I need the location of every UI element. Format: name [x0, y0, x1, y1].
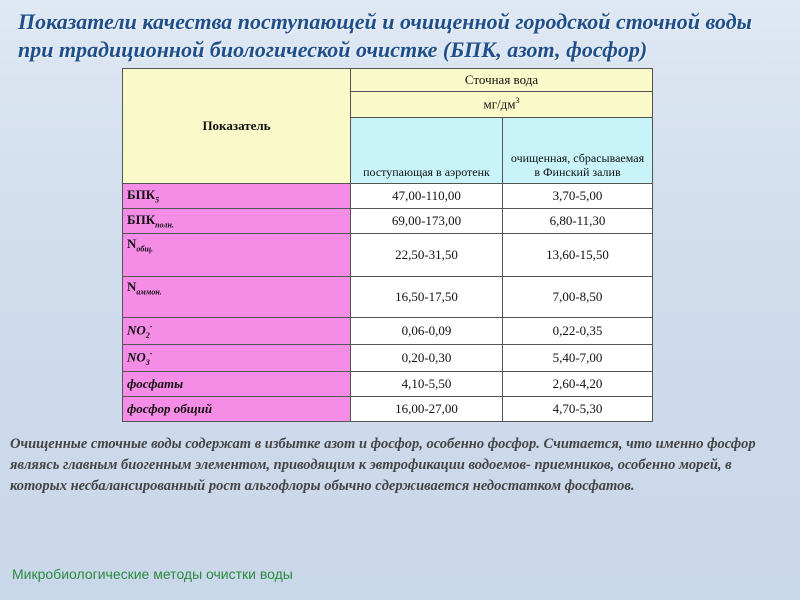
footer-caption: Микробиологические методы очистки воды [12, 566, 293, 582]
row-indicator: фосфаты [123, 372, 351, 397]
cell-incoming: 0,06-0,09 [351, 318, 503, 345]
table-row [123, 184, 653, 209]
slide-title: Показатели качества поступающей и очищенной городской сточной воды при традиционной биологической очистке (БПК, азот, фосфор) [18, 9, 752, 62]
header-units: $мг/дм^3$ [351, 92, 653, 118]
row-indicator: $БПК_5$ [123, 184, 351, 209]
row-indicator: $БПК_{полн.}$ [123, 209, 351, 234]
row-indicator: $NO_3^-$ [123, 345, 351, 372]
header-group: Сточная вода [351, 69, 653, 92]
quality-table [122, 68, 653, 422]
header-indicator: Показатель [123, 69, 351, 184]
cell-treated: 6,80-11,30 [503, 209, 653, 234]
cell-incoming: 0,20-0,30 [351, 345, 503, 372]
cell-incoming: 16,00-27,00 [351, 397, 503, 422]
cell-treated: 5,40-7,00 [503, 345, 653, 372]
cell-incoming: 47,00-110,00 [351, 184, 503, 209]
cell-incoming: 22,50-31,50 [351, 234, 503, 277]
description-paragraph: Очищенные сточные воды содержат в избытке азот и фосфор, особенно фосфор. Считается, что именно фосфор являясь главным биогенным элементом, приводящим к эвтрофикации водоемов- приемников, особенно морей, в которых несбалансированный рост альгофлоры обычно сдерживается недостатком фосфатов. [10, 436, 756, 494]
header-col-treated: очищенная, сбрасываемая в Финский залив [503, 118, 653, 184]
row-indicator: фосфор общий [123, 397, 351, 422]
table-row [123, 345, 653, 372]
table-row [123, 277, 653, 318]
cell-treated: 13,60-15,50 [503, 234, 653, 277]
row-indicator: $N_{общ.}$ [123, 234, 351, 277]
cell-treated: 7,00-8,50 [503, 277, 653, 318]
table-row [123, 234, 653, 277]
header-col-incoming: поступающая в аэротенк [351, 118, 503, 184]
table-row [123, 397, 653, 422]
table-row [123, 372, 653, 397]
table-row [123, 318, 653, 345]
row-indicator: $NO_2^-$ [123, 318, 351, 345]
cell-treated: 0,22-0,35 [503, 318, 653, 345]
cell-treated: 2,60-4,20 [503, 372, 653, 397]
table-row [123, 209, 653, 234]
cell-incoming: 4,10-5,50 [351, 372, 503, 397]
row-indicator: $N_{аммон.}$ [123, 277, 351, 318]
cell-treated: 4,70-5,30 [503, 397, 653, 422]
cell-incoming: 69,00-173,00 [351, 209, 503, 234]
cell-incoming: 16,50-17,50 [351, 277, 503, 318]
cell-treated: 3,70-5,00 [503, 184, 653, 209]
